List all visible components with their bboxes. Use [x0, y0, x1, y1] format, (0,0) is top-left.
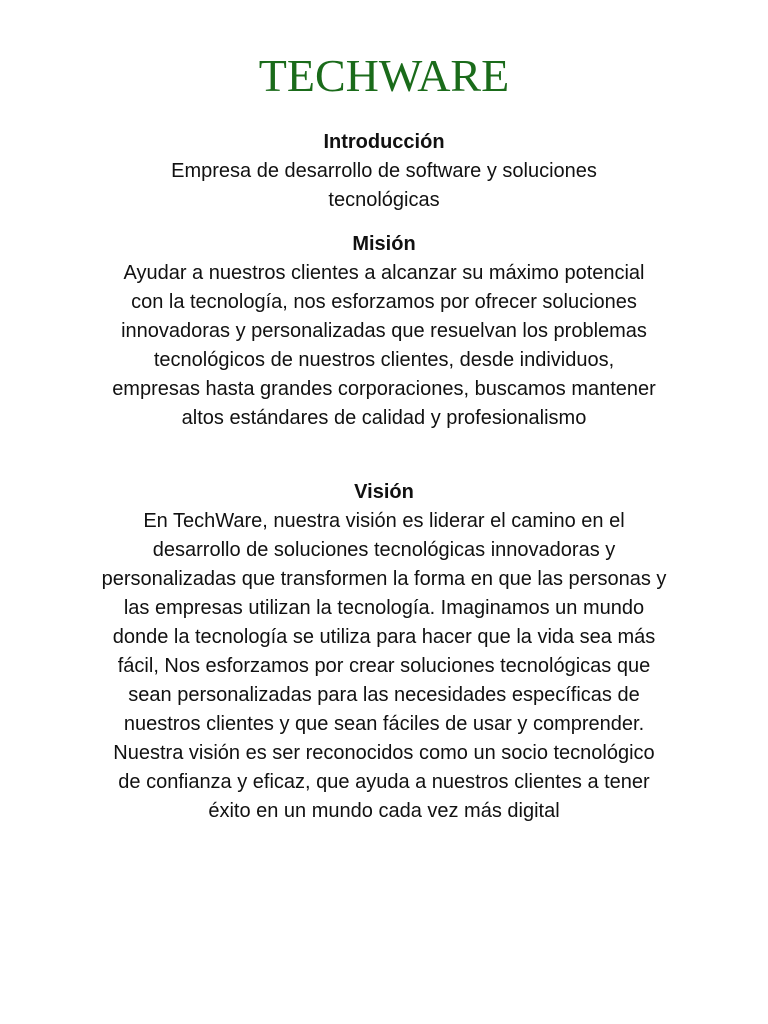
section-heading: Misión [352, 233, 416, 255]
section-body: En TechWare, nuestra visión es liderar el camino en el desarrollo de soluciones tecnológicas innovadoras y personalizadas que transformen la forma en que las personas y las empresas utilizan la tecnología. Imaginamos un mundo donde la tecnología se utiliza para hacer que la vida sea más fácil, Nos esforzamos por crear soluciones tecnológicas que sean personalizadas para las necesidades específicas de nuestros clientes y que sean fáciles de usar y comprender. Nuestra visión es ser reconocidos como un socio tecnológico de confianza y eficaz, que ayuda a nuestros clientes a tener éxito en un mundo cada vez más digital [101, 510, 667, 822]
document-title: TECHWARE [258, 50, 510, 101]
section-mision [108, 230, 660, 433]
section-body: Empresa de desarrollo de software y soluciones tecnológicas [171, 160, 597, 211]
section-introduccion [134, 128, 634, 215]
section-heading: Introducción [323, 131, 445, 153]
section-heading: Visión [354, 481, 414, 503]
section-body: Ayudar a nuestros clientes a alcanzar su máximo potencial con la tecnología, nos esforzamos por ofrecer soluciones innovadoras y personalizadas que resuelvan los problemas tecnológicos de nuestros clientes, desde individuos, empresas hasta grandes corporaciones, buscamos mantener altos estándares de calidad y profesionalismo [112, 262, 656, 429]
section-vision [100, 478, 668, 826]
